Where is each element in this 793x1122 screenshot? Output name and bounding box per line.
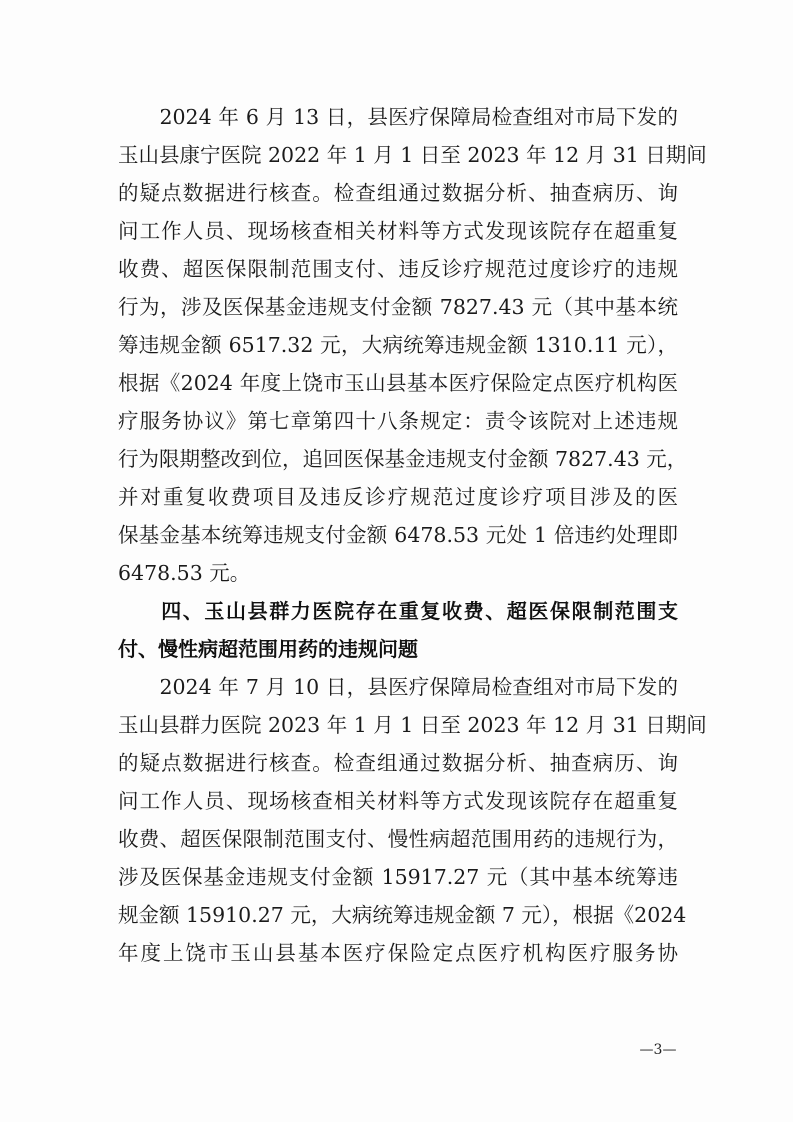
text-line: 收费、超医保限制范围支付、违反诊疗规范过度诊疗的违规: [118, 257, 678, 281]
text-line: 并对重复收费项目及违反诊疗规范过度诊疗项目涉及的医: [118, 485, 678, 509]
text-line: 2024 年 7 月 10 日，县医疗保障局检查组对市局下发的: [118, 675, 678, 699]
text-line: 涉及医保基金违规支付金额 15917.27 元（其中基本统筹违: [118, 865, 678, 889]
text-line: 玉山县群力医院 2023 年 1 月 1 日至 2023 年 12 月 31 日期间: [118, 713, 707, 737]
text-line: 根据《2024 年度上饶市玉山县基本医疗保险定点医疗机构医: [118, 371, 678, 395]
text-line: 保基金基本统筹违规支付金额 6478.53 元处 1 倍违约处理即: [118, 523, 678, 547]
text-line: 2024 年 6 月 13 日，县医疗保障局检查组对市局下发的: [118, 105, 678, 129]
text-line: 收费、超医保限制范围支付、慢性病超范围用药的违规行为，: [118, 827, 678, 851]
text-line: 玉山县康宁医院 2022 年 1 月 1 日至 2023 年 12 月 31 日期间: [118, 143, 707, 167]
text-line: 行为限期整改到位，追回医保基金违规支付金额 7827.43 元，: [118, 447, 688, 471]
text-line: 筹违规金额 6517.32 元，大病统筹违规金额 1310.11 元），: [118, 333, 678, 357]
text-line: 行为，涉及医保基金违规支付金额 7827.43 元（其中基本统: [118, 295, 678, 319]
text-line: 问工作人员、现场核查相关材料等方式发现该院存在超重复: [118, 789, 678, 813]
text-line: 年度上饶市玉山县基本医疗保险定点医疗机构医疗服务协: [118, 941, 678, 965]
text-line: 规金额 15910.27 元，大病统筹违规金额 7 元），根据《2024: [118, 903, 687, 927]
text-line: 疗服务协议》第七章第四十八条规定：责令该院对上述违规: [118, 409, 678, 433]
section-heading: 四、玉山县群力医院存在重复收费、超医保限制范围支: [118, 599, 678, 623]
page-number: —3—: [639, 1042, 677, 1058]
text-line: 的疑点数据进行核查。检查组通过数据分析、抽查病历、询: [118, 751, 678, 775]
text-line: 的疑点数据进行核查。检查组通过数据分析、抽查病历、询: [118, 181, 678, 205]
text-line: 问工作人员、现场核查相关材料等方式发现该院存在超重复: [118, 219, 678, 243]
text-line: 6478.53 元。: [118, 561, 251, 585]
section-heading: 付、慢性病超范围用药的违规问题: [118, 637, 418, 661]
